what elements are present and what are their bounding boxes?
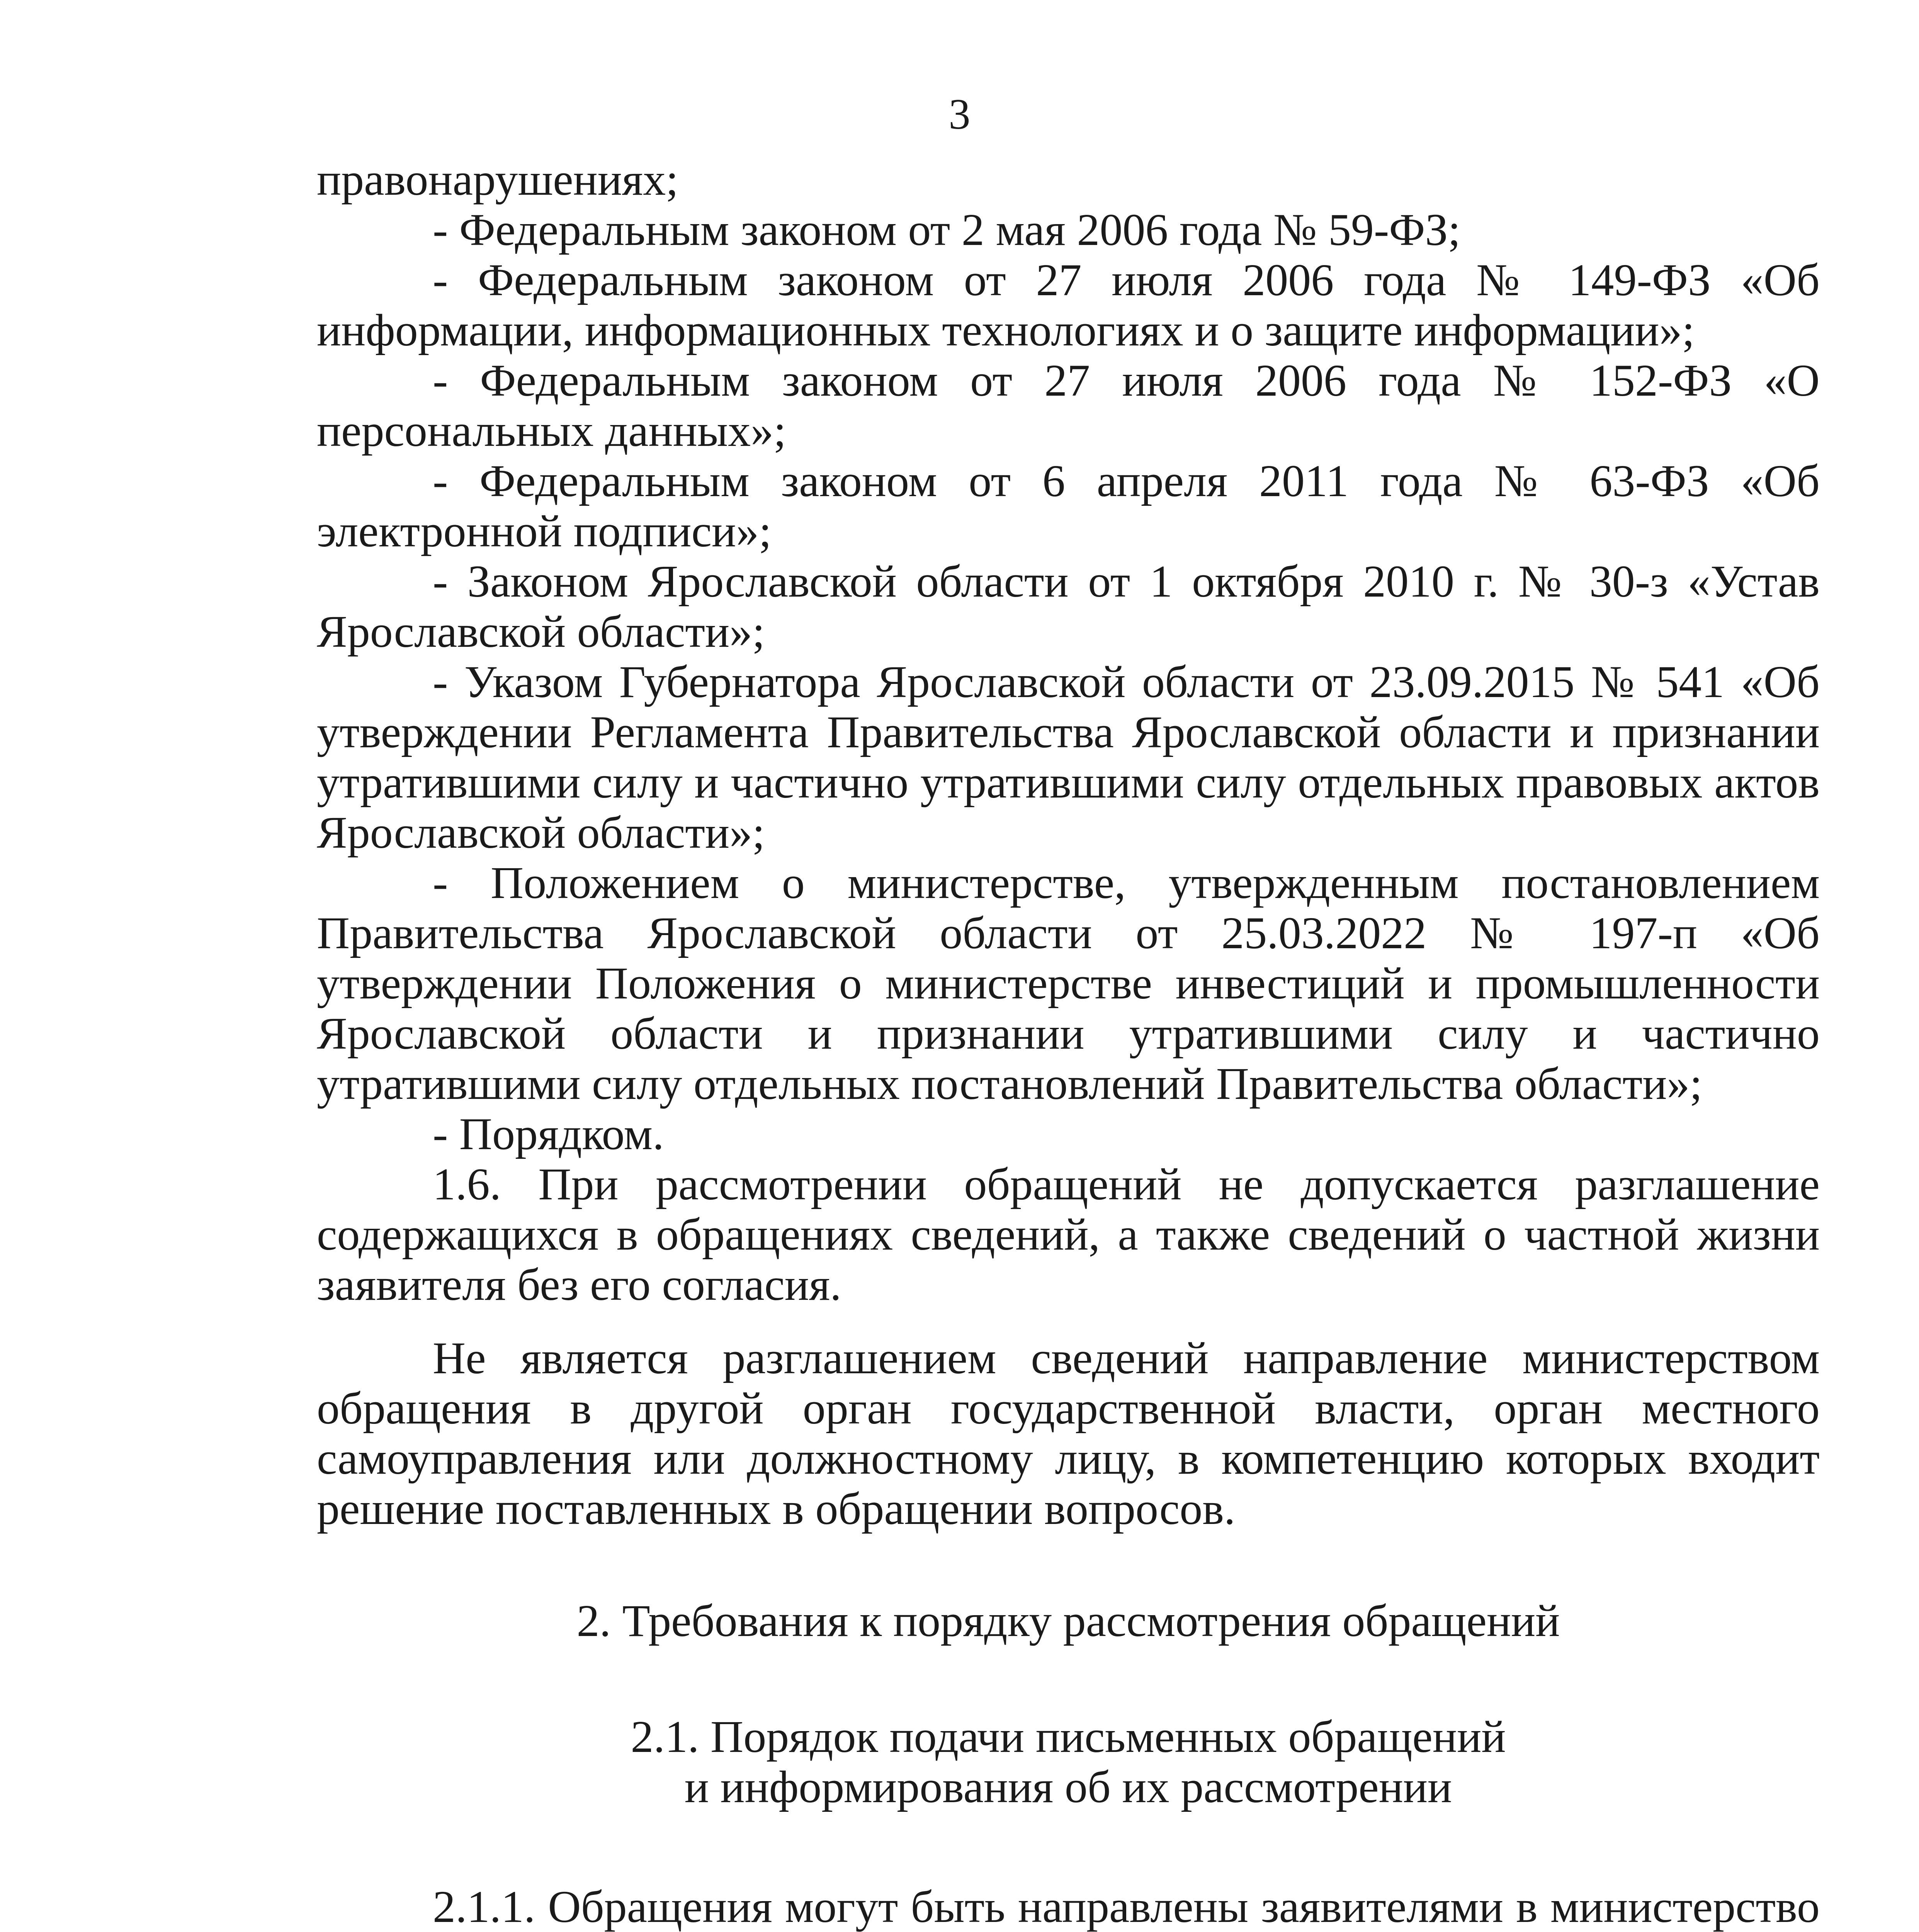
paragraph: 2.1.1. Обращения могут быть направлены заявителями в министерство: [433, 1881, 1820, 1932]
section-heading: 2. Требования к порядку рассмотрения обращений: [576, 1595, 1560, 1646]
page-number: 3: [948, 90, 971, 138]
paragraph: - Положением о министерстве, утвержденным постановлением Правительства Ярославской области от 25.03.2022 № 197-п «Об утверждении Положения о министерстве инвестиций и промышленности Ярославской области и признании утратившими силу и частично утратившими силу отдельных постановлений Правительства области»;: [317, 857, 1820, 1109]
paragraph: - Федеральным законом от 27 июля 2006 года № 152-ФЗ «О персональных данных»;: [317, 355, 1820, 456]
paragraph: - Порядком.: [433, 1109, 664, 1159]
paragraph: - Указом Губернатора Ярославской области от 23.09.2015 № 541 «Об утверждении Регламента Правительства Ярославской области и признании утратившими силу и частично утратившими силу отдельных правовых актов Ярославской области»;: [317, 656, 1820, 858]
subsection-heading-line: и информирования об их рассмотрении: [684, 1762, 1452, 1812]
subsection-heading: [317, 1712, 1820, 1812]
subsection-heading-line: 2.1. Порядок подачи письменных обращений: [631, 1711, 1506, 1762]
paragraph: правонарушениях;: [317, 154, 678, 205]
paragraph: - Федеральным законом от 6 апреля 2011 года № 63-ФЗ «Об электронной подписи»;: [317, 456, 1820, 556]
paragraph: Не является разглашением сведений направление министерством обращения в другой орган государственной власти, орган местного самоуправления или должностному лицу, в компетенцию которых входит решение поставленных в обращении вопросов.: [317, 1333, 1820, 1534]
paragraph: - Законом Ярославской области от 1 октября 2010 г. № 30-з «Устав Ярославской области»;: [317, 556, 1820, 657]
document-body: [317, 155, 1820, 1932]
paragraph: 1.6. При рассмотрении обращений не допускается разглашение содержащихся в обращениях сведений, а также сведений о частной жизни заявителя без его согласия.: [317, 1159, 1820, 1310]
paragraph: - Федеральным законом от 2 мая 2006 года № 59-ФЗ;: [433, 204, 1461, 255]
paragraph: - Федеральным законом от 27 июля 2006 года № 149-ФЗ «Об информации, информационных технологиях и о защите информации»;: [317, 255, 1820, 355]
